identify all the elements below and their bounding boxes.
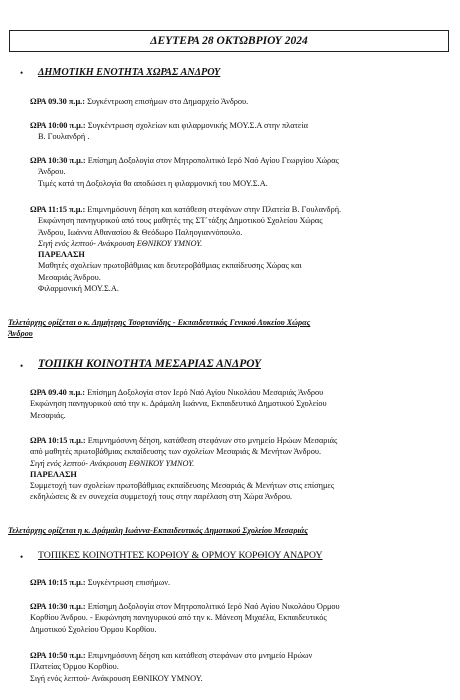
schedule-entry [30, 120, 450, 143]
entry-time: ΩΡΑ 10:30 π.μ.: [30, 602, 86, 611]
entry-text: Φιλαρμονική ΜΟΥ.Σ.Α. [38, 284, 119, 294]
entry-time: ΩΡΑ 09.40 π.μ.: [30, 388, 86, 397]
entry-time: ΩΡΑ 10:30 π.μ.: [30, 156, 86, 165]
entry-time: ΩΡΑ 10:15 π.μ.: [30, 578, 86, 587]
parade-heading: ΠΑΡΕΛΑΣΗ [38, 250, 85, 260]
entry-text: Επιμνημόσυνη δέηση, κατάθεση στεφάνων στο μνημείο Ηρώων Μεσαριάς [85, 436, 338, 445]
ceremony-text: Άνδρου [8, 328, 33, 338]
entry-text: Πλατείας Όρμου Κορθίου. [30, 662, 119, 672]
entry-text: Επιμνημόσυνη δέηση και κατάθεση στεφάνων στην Πλατεία Β. Γουλανδρή. [85, 205, 342, 214]
entry-time: ΩΡΑ 11:15 π.μ.: [30, 205, 86, 214]
entry-text: εκδηλώσεις & εν συνεχεία συμμετοχή τους στην παρέλαση στη Χώρα Άνδρου. [30, 492, 293, 502]
entry-text: Συμμετοχή των σχολείων πρωτοβάθμιας εκπαίδευσης Μεσαριάς & Μενήτων στις επίσημες [30, 481, 335, 491]
entry-text: Επίσημη Δοξολογία στον Ιερό Ναό Αγίου Νικολάου Μεσαριάς Άνδρου [85, 388, 324, 397]
parade-heading: ΠΑΡΕΛΑΣΗ [30, 469, 77, 479]
bullet-marker: • [20, 68, 24, 78]
entry-text: Κορθίου Άνδρου. - Εκφώνηση πανηγυρικού από την κ. Μάνεση Μιχαέλα, Εκπαιδευτικός [30, 613, 327, 623]
entry-text: Μαθητές σχολείων πρωτοβάθμιας και δευτεροβάθμιας εκπαίδευσης Χώρας και [38, 261, 302, 271]
entry-text: Επίσημη Δοξολογία στον Μητροπολιτικό Ιερό Ναό Αγίου Νικολάου Όρμου [85, 602, 340, 611]
entry-text: Άνδρου, Ιωάννα Αθανασίου & Θεόδωρο Παληογιαννόπουλο. [38, 227, 243, 237]
entry-text: Επιμνημόσυνη δέηση και κατάθεση στεφάνων στο μνημείο Ηρώων [85, 651, 313, 660]
section-heading-chora: ΔΗΜΟΤΙΚΗ ΕΝΟΤΗΤΑ ΧΩΡΑΣ ΑΝΔΡΟΥ [38, 67, 221, 78]
entry-text: Εκφώνηση πανηγυρικού από τους μαθητές της ΣΤ΄τάξης Δημοτικού Σχολείου Χώρας [38, 216, 323, 226]
section-heading-korthi: ΤΟΠΙΚΕΣ ΚΟΙΝΟΤΗΤΕΣ ΚΟΡΘΙΟΥ & ΟΡΜΟΥ ΚΟΡΘΙΟΥ ΑΝΔΡΟΥ [38, 550, 323, 561]
master-of-ceremonies-note [8, 318, 456, 339]
entry-text: Συγκέντρωση επισήμων. [85, 578, 171, 587]
entry-time: ΩΡΑ 10:00 π.μ.: [30, 121, 86, 130]
entry-text: Επίσημη Δοξολογία στον Μητροπολιτικό Ιερό Ναό Αγίου Γεωργίου Χώρας [85, 156, 339, 165]
entry-text: Σιγή ενός λεπτού- Ανάκρουση ΕΘΝΙΚΟΥ ΥΜΝΟΥ. [30, 458, 195, 468]
schedule-entry [30, 96, 450, 107]
entry-text: Συγκέντρωση επισήμων στο Δημαρχείο Άνδρου. [85, 97, 249, 106]
schedule-entry [30, 650, 450, 684]
entry-text: Άνδρου. [38, 167, 66, 177]
entry-text: Μεσαριάς. [30, 410, 66, 420]
entry-text: Τιμές κατά τη Δοξολογία θα αποδώσει η φιλαρμονική του ΜΟΥ.Σ.Α. [38, 178, 268, 188]
entry-time: ΩΡΑ 10:50 π.μ.: [30, 651, 86, 660]
ceremony-text: Τελετάρχης ορίζεται η κ. Δράμαλη Ιωάννα-Εκπαιδευτικός Δημοτικού Σχολείου Μεσαριάς [8, 526, 308, 535]
schedule-entry [30, 387, 450, 421]
schedule-entry [30, 155, 450, 189]
ceremony-text: Τελετάρχης ορίζεται ο κ. Δημήτρης Τσορτανίδης - Εκπαιδευτικός Γενικού Λυκείου Χώρας [8, 318, 311, 327]
entry-text: από μαθητές πρωτοβάθμιας εκπαίδευσης των σχολείων Μεσαριάς & Μενήτων Άνδρου. [30, 447, 322, 457]
entry-text: Εκφώνηση πανηγυρικού από την κ. Δράμαλη Ιωάννα, Εκπαιδευτικό Δημοτικού Σχολείου [30, 399, 327, 409]
page-title: ΔΕΥΤΕΡΑ 28 ΟΚΤΩΒΡΙΟΥ 2024 [9, 30, 449, 52]
bullet-marker: • [20, 552, 24, 562]
entry-text: Β. Γουλανδρή . [38, 132, 90, 142]
entry-text: Σιγή ενός λεπτού- Ανάκρουση ΕΘΝΙΚΟΥ ΥΜΝΟΥ. [30, 673, 203, 683]
schedule-entry [30, 435, 450, 503]
entry-text: Συγκέντρωση σχολείων και φιλαρμονικής ΜΟΥ.Σ.Α στην πλατεία [85, 121, 308, 130]
schedule-entry [30, 601, 450, 635]
entry-time: ΩΡΑ 09.30 π.μ.: [30, 97, 86, 106]
entry-text: Σιγή ενός λεπτού- Ανάκρουση ΕΘΝΙΚΟΥ ΥΜΝΟΥ. [38, 238, 203, 248]
schedule-entry [30, 204, 450, 294]
schedule-entry [30, 577, 450, 588]
entry-text: Μεσαριάς Άνδρου. [38, 272, 101, 282]
bullet-marker: • [20, 361, 24, 371]
master-of-ceremonies-note [8, 526, 456, 537]
entry-text: Δημοτικού Σχολείου Όρμου Κορθίου. [30, 624, 157, 634]
section-heading-messaria: ΤΟΠΙΚΗ ΚΟΙΝΟΤΗΤΑ ΜΕΣΑΡΙΑΣ ΑΝΔΡΟΥ [38, 358, 261, 370]
entry-time: ΩΡΑ 10:15 π.μ.: [30, 436, 86, 445]
